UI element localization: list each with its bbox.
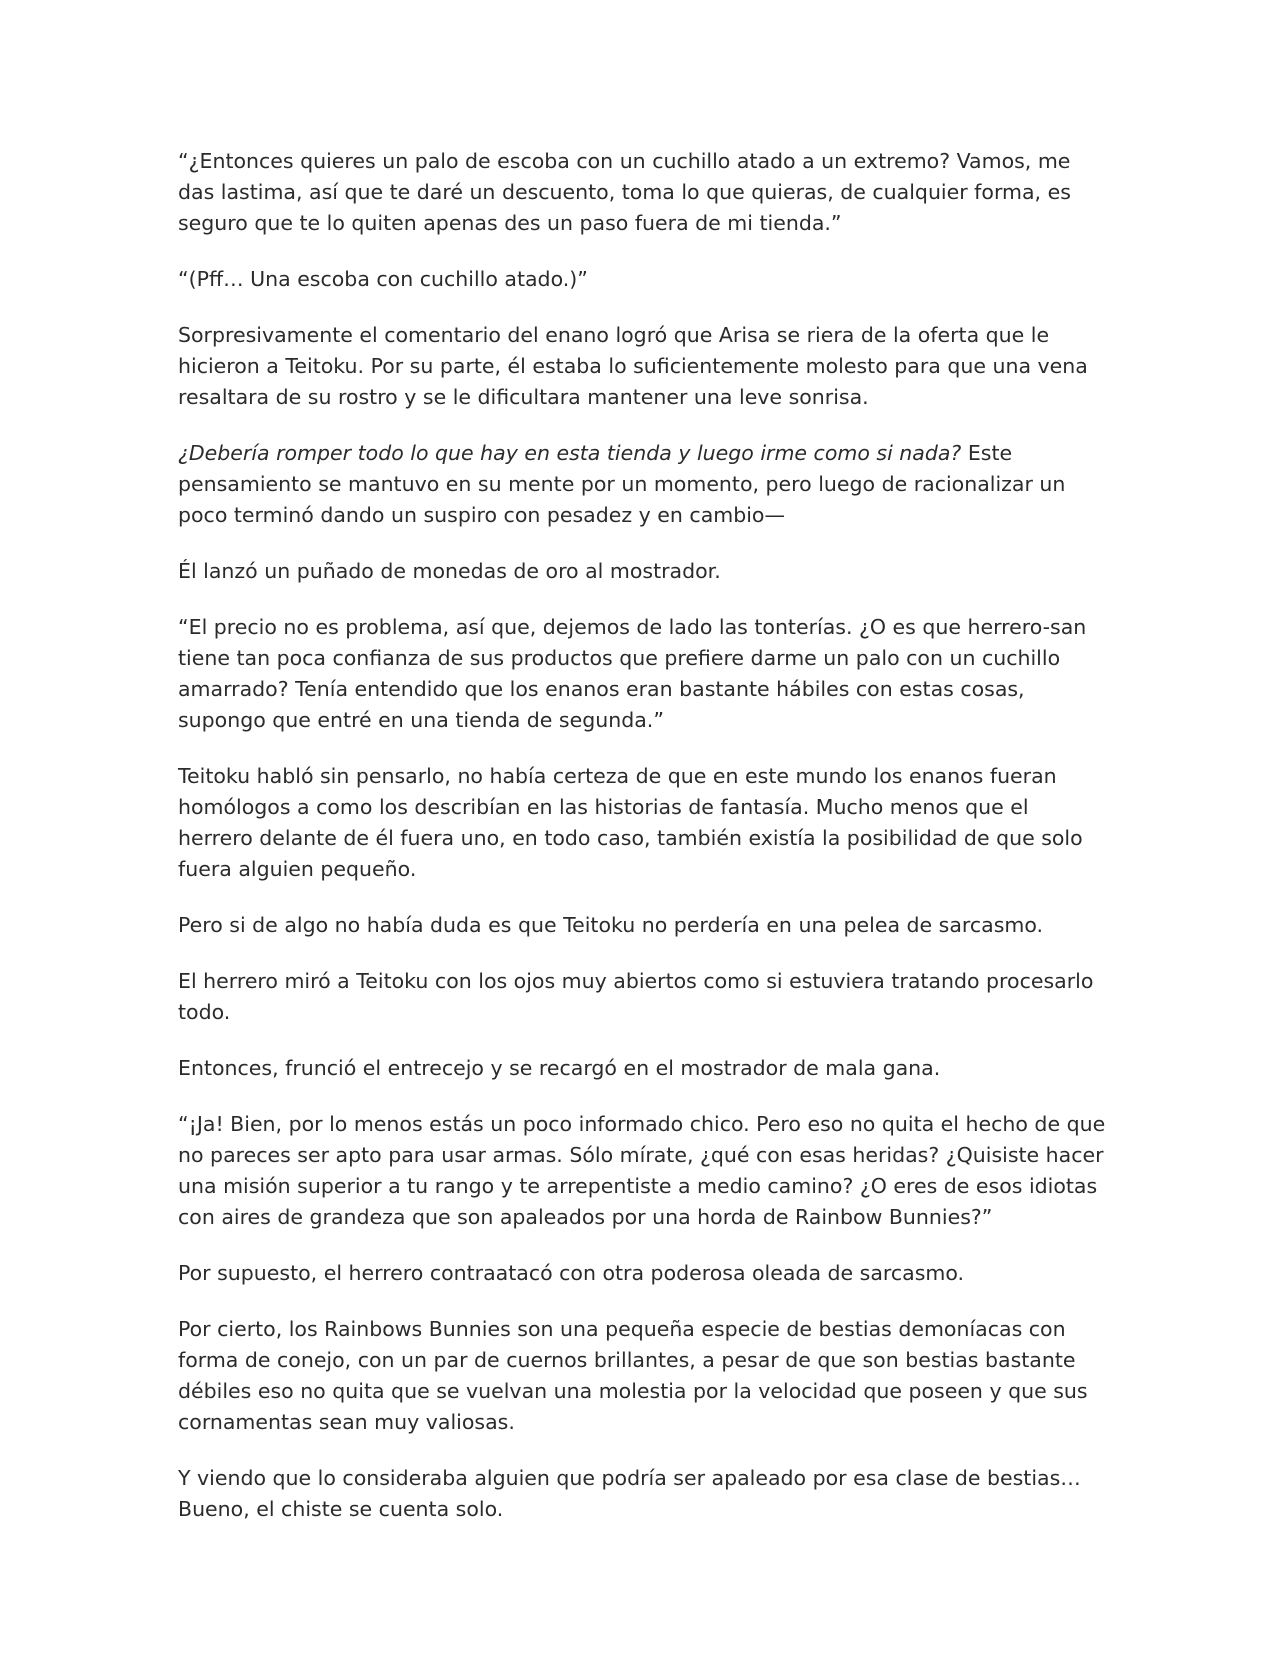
- paragraph-text: Por supuesto, el herrero contraatacó con otra poderosa oleada de sarcasmo.: [178, 1261, 965, 1285]
- paragraph-text: Entonces, frunció el entrecejo y se recargó en el mostrador de mala gana.: [178, 1056, 941, 1080]
- paragraph-text: Él lanzó un puñado de monedas de oro al mostrador.: [178, 559, 721, 583]
- paragraph-4: [178, 438, 1108, 531]
- paragraph-2: [178, 264, 1108, 295]
- paragraph-text: El herrero miró a Teitoku con los ojos muy abiertos como si estuviera tratando procesarlo todo.: [178, 969, 1094, 1024]
- paragraph-text: Por cierto, los Rainbows Bunnies son una pequeña especie de bestias demoníacas con forma de conejo, con un par de cuernos brillantes, a pesar de que son bestias bastante débiles eso no quita que se vuelvan una molestia por la velocidad que poseen y que sus cornamentas sean muy valiosas.: [178, 1317, 1088, 1434]
- document-page: [178, 146, 1108, 1550]
- paragraph-8: [178, 910, 1108, 941]
- paragraph-7: [178, 761, 1108, 885]
- paragraph-12: [178, 1258, 1108, 1289]
- paragraph-1: [178, 146, 1108, 239]
- paragraph-13: [178, 1314, 1108, 1438]
- paragraph-14: [178, 1463, 1108, 1525]
- paragraph-3: [178, 320, 1108, 413]
- paragraph-text: Sorpresivamente el comentario del enano logró que Arisa se riera de la oferta que le hicieron a Teitoku. Por su parte, él estaba lo suficientemente molesto para que una vena resaltara de su rostro y se le dificultara mantener una leve sonrisa.: [178, 323, 1088, 409]
- paragraph-text: “(Pff… Una escoba con cuchillo atado.)”: [178, 267, 588, 291]
- paragraph-text: Este pensamiento se mantuvo en su mente por un momento, pero luego de racionalizar un poco terminó dando un suspiro con pesadez y en cambio—: [178, 441, 1066, 527]
- paragraph-text: Pero si de algo no había duda es que Teitoku no perdería en una pelea de sarcasmo.: [178, 913, 1044, 937]
- paragraph-5: [178, 556, 1108, 587]
- paragraph-10: [178, 1053, 1108, 1084]
- paragraph-italic-thought: ¿Debería romper todo lo que hay en esta tienda y luego irme como si nada?: [178, 441, 962, 465]
- paragraph-6: [178, 612, 1108, 736]
- paragraph-text: “El precio no es problema, así que, dejemos de lado las tonterías. ¿O es que herrero-san tiene tan poca confianza de sus productos que prefiere darme un palo con un cuchillo amarrado? Tenía entendido que los enanos eran bastante hábiles con estas cosas, supongo que entré en una tienda de segunda.”: [178, 615, 1087, 732]
- paragraph-text: “¿Entonces quieres un palo de escoba con un cuchillo atado a un extremo? Vamos, me das lastima, así que te daré un descuento, toma lo que quieras, de cualquier forma, es seguro que te lo quiten apenas des un paso fuera de mi tienda.”: [178, 149, 1071, 235]
- paragraph-9: [178, 966, 1108, 1028]
- paragraph-11: [178, 1109, 1108, 1233]
- paragraph-text: Teitoku habló sin pensarlo, no había certeza de que en este mundo los enanos fueran homólogos a como los describían en las historias de fantasía. Mucho menos que el herrero delante de él fuera uno, en todo caso, también existía la posibilidad de que solo fuera alguien pequeño.: [178, 764, 1083, 881]
- paragraph-text: Y viendo que lo consideraba alguien que podría ser apaleado por esa clase de bestias… Bueno, el chiste se cuenta solo.: [178, 1466, 1081, 1521]
- paragraph-text: “¡Ja! Bien, por lo menos estás un poco informado chico. Pero eso no quita el hecho de que no pareces ser apto para usar armas. Sólo mírate, ¿qué con esas heridas? ¿Quisiste hacer una misión superior a tu rango y te arrepentiste a medio camino? ¿O eres de esos idiotas con aires de grandeza que son apaleados por una horda de Rainbow Bunnies?”: [178, 1112, 1106, 1229]
